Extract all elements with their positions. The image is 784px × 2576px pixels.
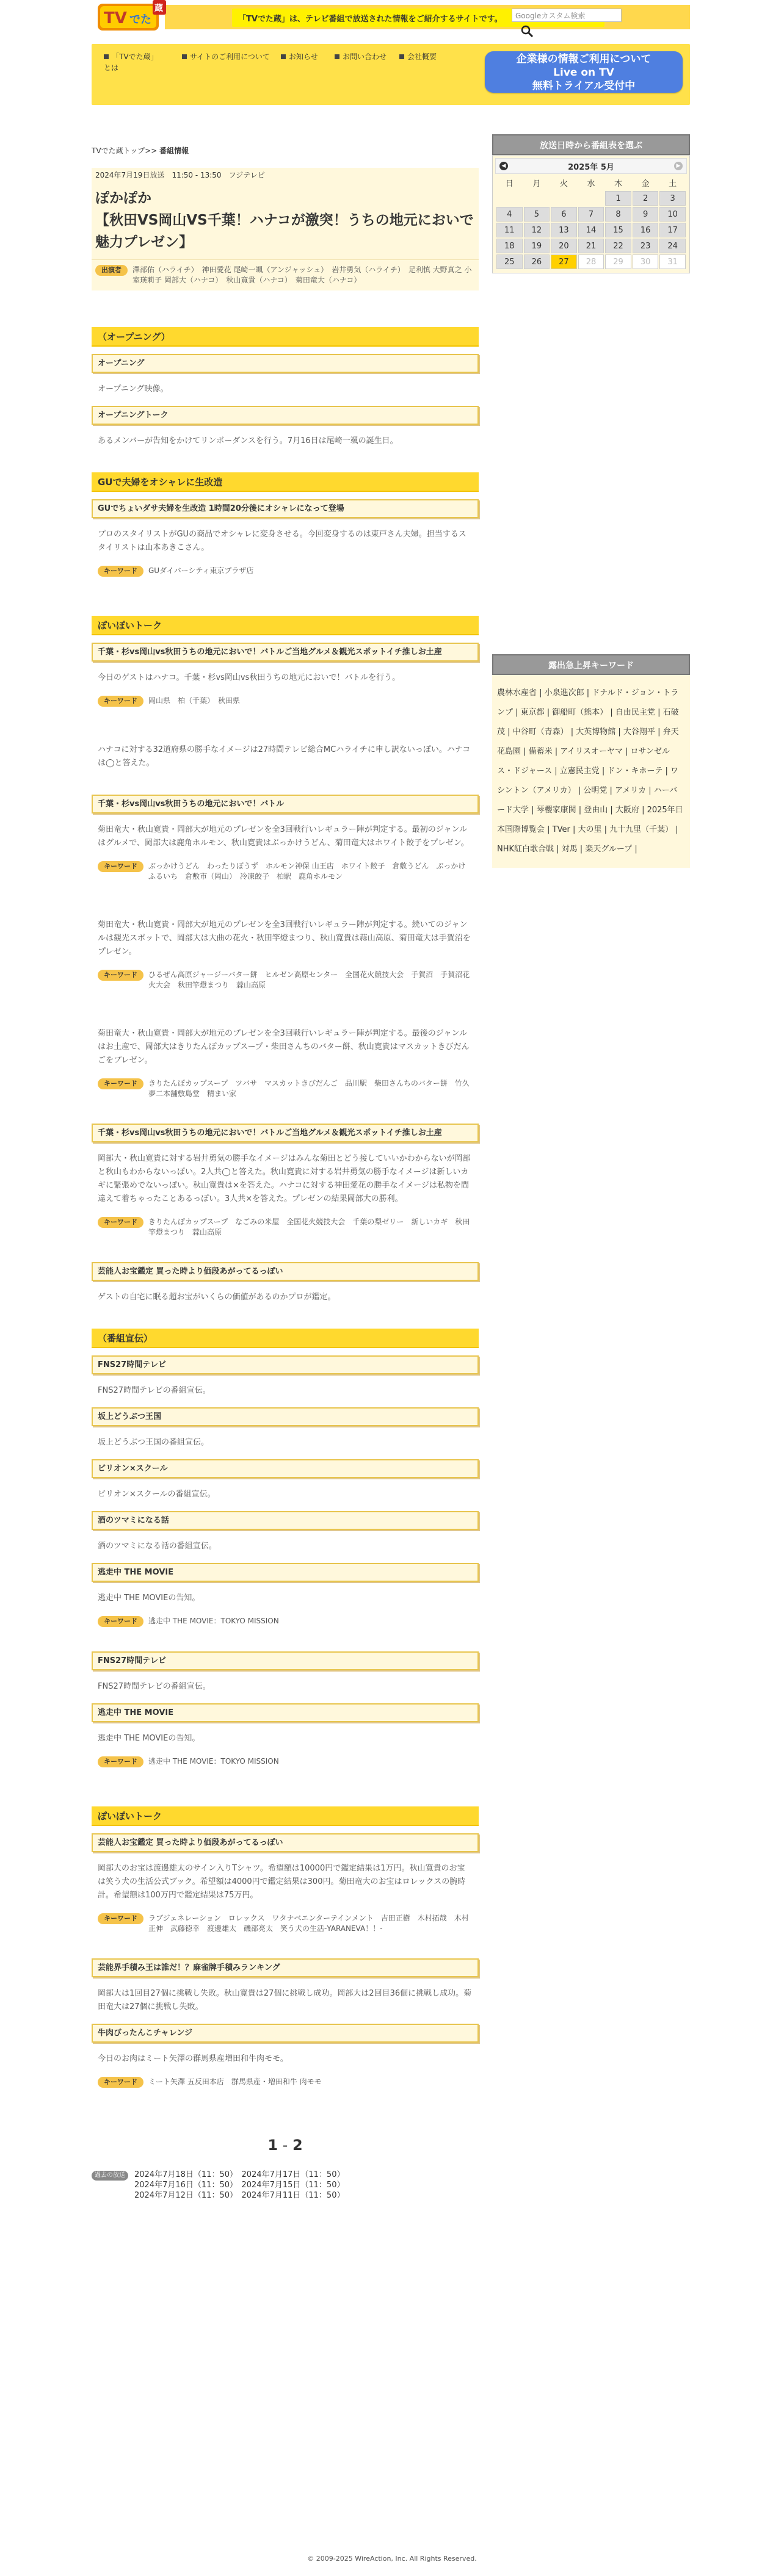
nav-item-company[interactable]: 会社概要 [399, 51, 442, 62]
keyword-row [92, 2068, 479, 2090]
page-next-link[interactable]: 2 [292, 2137, 303, 2154]
footer-copyright: © 2009-2025 WireAction, Inc. All Rights Reserved. [307, 2555, 477, 2563]
calendar-day[interactable]: 17 [659, 223, 686, 237]
topic-text: 逃走中 THE MOVIEの告知。 [98, 1593, 200, 1603]
topic-text: ハナコに対する32道府県の勝手なイメージは27時間テレビ総合MCハライチに申し訳ないっぽい。ハナコは◯と答えた。 [98, 745, 471, 768]
keyword-row [92, 557, 479, 579]
search-icon[interactable] [520, 24, 534, 38]
calendar-day[interactable]: 23 [633, 239, 659, 253]
spacer [92, 884, 479, 909]
calendar-day[interactable]: 21 [578, 239, 604, 253]
spacer [92, 1240, 479, 1255]
topic-heading: オープニングトーク [92, 406, 479, 425]
nav-item-about[interactable]: 「TVでた蔵」とは [104, 51, 165, 73]
section-heading: ぽいぽいトーク [92, 1806, 479, 1826]
calendar-day[interactable]: 14 [578, 223, 604, 237]
keyword-list[interactable]: GUダイバーシティ東京プラザ店 [148, 566, 254, 575]
keyword-row [92, 1607, 479, 1629]
nav-bar [92, 44, 690, 105]
calendar-day[interactable]: 16 [633, 223, 659, 237]
breadcrumb [92, 145, 479, 156]
calendar-day[interactable]: 11 [496, 223, 523, 237]
calendar-day[interactable]: 15 [605, 223, 631, 237]
cast-badge: 出演者 [95, 265, 128, 276]
calendar-day: 28 [578, 254, 604, 269]
calendar-day[interactable]: 27 [551, 254, 577, 269]
page [92, 2, 690, 2200]
section-heading: （番組宣伝） [92, 1329, 479, 1348]
calendar-title: 放送日時から番組表を選ぶ [492, 134, 690, 155]
topic-heading: 千葉・杉vs岡山vs秋田うちの地元においで！バトルご当地グルメ＆観光スポットイチ推しお土産 [92, 1124, 479, 1142]
calendar-day: 29 [605, 254, 631, 269]
calendar-day[interactable]: 3 [659, 191, 686, 206]
keyword-badge: キーワード [98, 1756, 143, 1767]
past-broadcasts [92, 2170, 479, 2201]
past-row[interactable]: 2024年7月18日（11：50） 2024年7月17日（11：50） [134, 2170, 345, 2179]
weekday-label: 火 [559, 179, 568, 189]
spacer [92, 2090, 479, 2105]
page-title [95, 187, 475, 253]
keyword-row [92, 687, 479, 709]
calendar-day[interactable]: 12 [524, 223, 550, 237]
topic-heading: 酒のツマミになる話 [92, 1511, 479, 1530]
search-input[interactable]: Googleカスタム検索 [512, 9, 622, 22]
keyword-list[interactable]: ぶっかけうどん わったりぼうず ホルモン神保 山王店 ホワイト餃子 倉敷うどん ぶっかけふるいち 倉敷市（岡山） 冷凍餃子 柏駅 鹿角ホルモン [148, 862, 466, 881]
topic-text: 岡部大・秋山寛貴に対する岩井勇気の勝手なイメージはみんな菊田とどう接していいかわからないが岡部と秋山もわからないっぽい。2人共◯と答えた。秋山寛貴に対する岩井勇気の勝手なイメージは新しいカギに緊張めでないっぽい。秋山寛貴は×を答えた。ハナコに対する神田愛花の勝手なイメージは私物を間違えて着ちゃったことあるっぽい。3人共×を答えた。プレゼンの結果岡部大の勝利。 [98, 1154, 471, 1203]
site-tagline: 「TVでた蔵」は、テレビ番組で放送された情報をご紹介するサイトです。 [232, 9, 604, 27]
program-name: ぽかぽか [95, 190, 151, 206]
keyword-list[interactable]: ミート矢澤 五反田本店 群馬県産・増田和牛 肉モモ [148, 2077, 322, 2086]
keyword-list[interactable]: ひるぜん高原ジャージーバター餅 ヒルゼン高原センター 全国花火競技大会 手賀沼 手賀沼花火大会 秋田竿燈まつり 蒜山高原 [148, 970, 470, 989]
keyword-list[interactable]: 岡山県 柏（千葉） 秋田県 [148, 696, 241, 705]
spacer [92, 993, 479, 1017]
calendar-day[interactable]: 13 [551, 223, 577, 237]
calendar-day: 31 [659, 254, 686, 269]
spacer [92, 1936, 479, 1951]
keyword-row [92, 1748, 479, 1770]
spacer [92, 709, 479, 734]
keyword-badge: キーワード [98, 861, 143, 872]
cast-list[interactable]: 澤部佑（ハライチ） 神田愛花 尾崎一颯（アンジャッシュ） 岩井勇気（ハライチ） 足利慎 大野真之 小室瑛莉子 岡部大（ハナコ） 秋山寛貴（ハナコ） 菊田竜大（ハナコ） [132, 265, 472, 284]
keyword-badge: キーワード [98, 1078, 143, 1089]
header [92, 2, 690, 29]
spacer [92, 1629, 479, 1644]
spacer [92, 579, 479, 594]
keyword-row [92, 853, 479, 884]
keyword-list[interactable]: きりたんぽカップスープ なごみの米屋 全国花火競技大会 千葉の梨ゼリー 新しいカギ 秋田竿燈まつり 蒜山高原 [148, 1218, 470, 1236]
weekday-label: 月 [532, 179, 541, 189]
spacer [92, 1770, 479, 1784]
breadcrumb-home[interactable]: TVでた蔵トップ [92, 146, 145, 155]
topic-text: 菊田竜大・秋山寛貴・岡部大が地元のプレゼンを全3回戦行いレギュラー陣が判定する。最初のジャンルはグルメで、岡部大は鹿角ホルモン、秋山寛貴はぶっかけうどん、菊田竜大はホワイト餃子をプレゼン。 [98, 825, 469, 848]
topic-text: 岡部大は1回目27個に挑戦し失敗。秋山寛貴は27個に挑戦し成功。岡部大は2回目36個に挑戦し成功。菊田竜大は27個に挑戦し失敗。 [98, 1989, 472, 2011]
calendar-empty-cell [578, 191, 604, 206]
calendar-day[interactable]: 22 [605, 239, 631, 253]
keyword-row [92, 1905, 479, 1936]
past-dates [134, 2170, 344, 2201]
prev-month-icon[interactable]: ◀ [499, 162, 508, 170]
topic-heading: 芸能人お宝鑑定 買った時より価段あがってるっぽい [92, 1833, 479, 1852]
main-content [92, 142, 479, 2201]
nav-item-news[interactable]: お知らせ [281, 51, 318, 62]
topic-heading: GUでちょいダサ夫婦を生改造 1時間20分後にオシャレになって登場 [92, 499, 479, 518]
topic-text: オープニング映像。 [98, 384, 169, 394]
program-subtitle: 【秋田VS岡山VS千葉！ハナコが激突！うちの地元においで魅力プレゼン】 [95, 212, 474, 250]
topic-text: FNS27時間テレビの番組宣伝。 [98, 1386, 211, 1395]
topic-text: 逃走中 THE MOVIEの告知。 [98, 1734, 200, 1743]
keyword-list[interactable]: 逃走中 THE MOVIE：TOKYO MISSION [148, 1757, 279, 1766]
topic-heading: 牛肉びったんこチャレンジ [92, 2024, 479, 2043]
calendar-month: 2025年 5月 [568, 162, 614, 172]
site-logo[interactable] [96, 0, 169, 35]
program-title-box [92, 182, 479, 259]
topic-heading: 坂上どうぶつ王国 [92, 1407, 479, 1426]
svg-text:蔵: 蔵 [154, 4, 163, 13]
trial-line1: 企業様の情報ご利用について [516, 53, 652, 65]
nav-item-contact[interactable]: お問い合わせ [335, 51, 387, 62]
weekday-label: 水 [587, 179, 595, 189]
breadcrumb-sep: >> [145, 146, 158, 155]
weekday-label: 土 [669, 179, 677, 189]
calendar-day[interactable]: 1 [605, 191, 631, 206]
calendar-day[interactable]: 5 [524, 207, 550, 222]
calendar-day[interactable]: 4 [496, 207, 523, 222]
pagination [92, 2137, 479, 2154]
topic-text: プロのスタイリストがGUの商品でオシャレに変身させる。今回変身するのは東戸さん夫婦。担当するスタイリストは山本あきこさん。 [98, 530, 466, 552]
calendar-day[interactable]: 9 [633, 207, 659, 222]
keyword-badge: キーワード [98, 2077, 143, 2088]
past-row[interactable]: 2024年7月12日（11：50） 2024年7月11日（11：50） [134, 2191, 345, 2200]
keyword-list[interactable]: ラブジェネレーション ロレックス ワタナベエンターテインメント 吉田正樹 木村拓哉 木村正伸 武藤徳幸 渡邊雄太 磯部亮太 笑う犬の生活-YARANEVA！！- [148, 1914, 469, 1933]
calendar [492, 155, 690, 273]
topic-text: ビリオン×スクールの番組宣伝。 [98, 1490, 216, 1499]
page-sep: - [278, 2137, 292, 2154]
spacer [92, 773, 479, 787]
section-heading: GUで夫婦をオシャレに生改造 [92, 472, 479, 492]
page-current: 1 [267, 2137, 278, 2154]
topic-text: 坂上どうぶつ王国の番組宣伝。 [98, 1438, 209, 1447]
keyword-badge: キーワード [98, 970, 143, 981]
topic-heading: 芸能界手積み王は誰だ！？麻雀牌手積みランキング [92, 1958, 479, 1977]
topic-heading: オープニング [92, 354, 479, 373]
calendar-day[interactable]: 6 [551, 207, 577, 222]
trial-button[interactable] [485, 51, 683, 93]
keyword-badge: キーワード [98, 1913, 143, 1924]
topic-text: 岡部大のお宝は渡邊雄太のサイン入りTシャツ。希望額は10000円で鑑定結果は1万円。秋山寛貴のお宝は笑う犬の生活公式ブック。希望額は4000円で鑑定結果は300円。菊田竜大のお宝はロレックスの腕時計。希望額は100万円で鑑定結果は75万円。 [98, 1864, 466, 1900]
calendar-day[interactable]: 19 [524, 239, 550, 253]
section-heading: （オープニング） [92, 327, 479, 347]
spacer [92, 1102, 479, 1116]
calendar-day[interactable]: 25 [496, 254, 523, 269]
past-badge: 過去の放送 [92, 2171, 128, 2181]
nav-item-usage[interactable]: サイトのご利用について [182, 51, 270, 62]
calendar-day: 30 [633, 254, 659, 269]
topic-heading: 逃走中 THE MOVIE [92, 1703, 479, 1722]
topic-text: あるメンバーが告知をかけてリンボーダンスを行う。7月16日は尾崎一颯の誕生日。 [98, 436, 398, 446]
calendar-day[interactable]: 20 [551, 239, 577, 253]
calendar-empty-cell [496, 191, 523, 206]
cast-row [92, 259, 479, 290]
next-month-icon[interactable]: ▶ [674, 162, 683, 170]
calendar-day[interactable]: 18 [496, 239, 523, 253]
topic-heading: FNS27時間テレビ [92, 1651, 479, 1670]
topic-heading: ビリオン×スクール [92, 1459, 479, 1478]
sections [92, 327, 479, 2105]
calendar-day[interactable]: 26 [524, 254, 550, 269]
breadcrumb-current: 番組情報 [159, 146, 189, 155]
keyword-badge: キーワード [98, 1616, 143, 1627]
topic-text: 酒のツマミになる話の番組宣伝。 [98, 1542, 217, 1551]
trending-title: 露出急上昇キーワード [492, 654, 690, 675]
trending-list[interactable]: 農林水産省 | 小泉進次郎 | ドナルド・ジョン・トランプ | 東京都 | 御船町（熊本） | 自由民主党 | 石破茂 | 中谷町（青森） | 大英博物館 | 大谷翔平 | 弁天花島園 | 備蓄米 | アイリスオーヤマ | ロサンゼルス・ドジャース | 立憲民主党 | ドン・キホーテ | ワシントン（アメリカ） | 公明党 | アメリカ | ハーバード大学 | 琴櫻家康関 | 登由山 | 大阪府 | 2025年日本国際博覧会 | TVer | 大の里 | 九十九里（千葉） | NHK紅白歌合戦 | 対馬 | 楽天グループ | [492, 675, 690, 868]
past-row[interactable]: 2024年7月16日（11：50） 2024年7月15日（11：50） [134, 2181, 345, 2190]
calendar-day[interactable]: 2 [633, 191, 659, 206]
topic-text: 今日のお肉はミート矢澤の群馬県産増田和牛肉モモ。 [98, 2054, 288, 2063]
topic-heading: 千葉・杉vs岡山vs秋田うちの地元においで！バトルご当地グルメ＆観光スポットイチ推しお土産 [92, 643, 479, 662]
calendar-empty-cell [524, 191, 550, 206]
calendar-day[interactable]: 10 [659, 207, 686, 222]
calendar-day[interactable]: 7 [578, 207, 604, 222]
topic-text: ゲストの自宅に眠る超お宝がいくらの価値があるのかプロが鑑定。 [98, 1293, 336, 1302]
svg-text:でた: でた [129, 13, 151, 26]
keyword-row [92, 961, 479, 993]
calendar-day[interactable]: 8 [605, 207, 631, 222]
weekday-label: 日 [505, 179, 514, 189]
keyword-list[interactable]: きりたんぽカップスープ ツバサ マスカットきびだんご 品川駅 柴田さんちのバター餅 竹久夢二本舗敷島堂 精まい家 [148, 1079, 470, 1098]
topic-text: FNS27時間テレビの番組宣伝。 [98, 1682, 211, 1691]
keyword-badge: キーワード [98, 696, 143, 707]
calendar-empty-cell [551, 191, 577, 206]
topic-heading: 芸能人お宝鑑定 買った時より価段あがってるっぽい [92, 1262, 479, 1281]
keyword-row [92, 1208, 479, 1240]
trial-line3: 無料トライアル受付中 [532, 80, 636, 92]
topic-heading: FNS27時間テレビ [92, 1355, 479, 1374]
sidebar [492, 134, 690, 868]
weekday-label: 木 [614, 179, 623, 189]
section-heading: ぽいぽいトーク [92, 616, 479, 635]
topic-text: 菊田竜大・秋山寛貴・岡部大が地元のプレゼンを全3回戦行いレギュラー陣が判定する。最後のジャンルはお土産で、岡部大はきりたんぽカップスープ・柴田さんちのバター餅、秋山寛貴はマスカットきびだんごをプレゼン。 [98, 1029, 470, 1065]
calendar-day[interactable]: 24 [659, 239, 686, 253]
keyword-badge: キーワード [98, 1217, 143, 1228]
topic-text: 菊田竜大・秋山寛貴・岡部大が地元のプレゼンを全3回戦行いレギュラー陣が判定する。続いてのジャンルは観光スポットで、岡部大は大曲の花火・秋田竿燈まつり、秋山寛貴は蒜山高原、菊田竜大は手賀沼をプレゼン。 [98, 920, 471, 956]
calendar-grid [495, 174, 687, 270]
topic-heading: 千葉・杉vs岡山vs秋田うちの地元においで！バトル [92, 795, 479, 814]
keyword-row [92, 1070, 479, 1102]
topic-text: 今日のゲストはハナコ。千葉・杉vs岡山vs秋田うちの地元においで！バトルを行う。 [98, 673, 401, 682]
trial-line2: Live on TV [553, 67, 614, 79]
keyword-list[interactable]: 逃走中 THE MOVIE：TOKYO MISSION [148, 1617, 279, 1625]
broadcast-dateline: 2024年7月19日放送 11:50 - 13:50 フジテレビ [92, 168, 479, 182]
trending-keywords [492, 654, 690, 868]
calendar-header [495, 158, 687, 174]
svg-text:TV: TV [104, 9, 127, 27]
weekday-label: 金 [641, 179, 650, 189]
keyword-badge: キーワード [98, 566, 143, 577]
topic-heading: 逃走中 THE MOVIE [92, 1563, 479, 1582]
